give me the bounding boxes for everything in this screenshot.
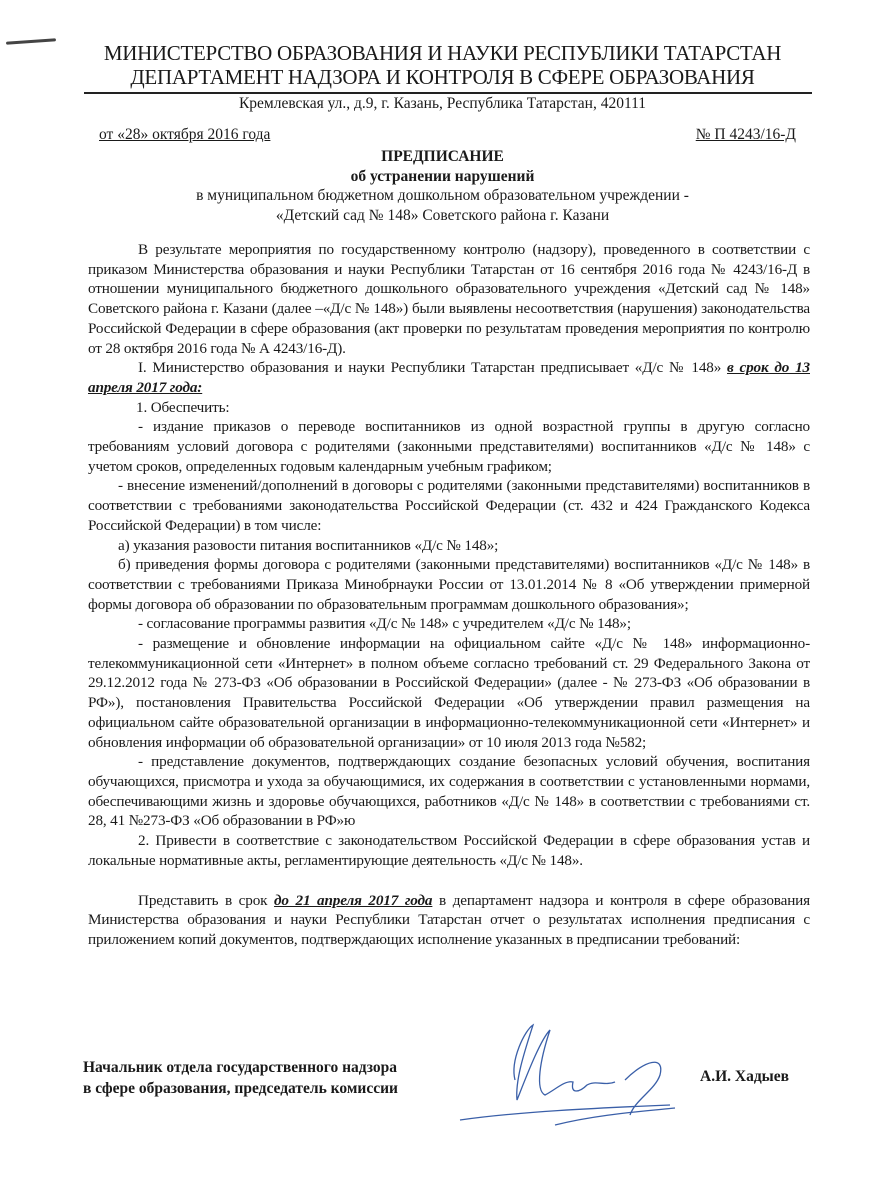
document-number: № П 4243/16-Д [695, 126, 796, 143]
title-line2: «Детский сад № 148» Советского района г. Казани [275, 206, 610, 224]
handwritten-signature [455, 1020, 695, 1130]
address: Кремлевская ул., д.9, г. Казань, Республика Татарстан, 420111 [238, 95, 647, 112]
paragraph-item2: 2. Привести в соответствие с законодательством Российской Федерации в сфере образования устав и локальные нормативные акты, регламентирующие деятельность «Д/с № 148». [88, 832, 810, 869]
signatory-position [83, 1057, 398, 1099]
paragraph-b: б) приведения формы договора с родителями (законными представителями) воспитанников «Д/с № 148» в соответствии с требованиями Приказа Минобрнауки России от 13.01.2014 № 8 «Об утверждении примерной формы договора об образовании по образовательным программам дошкольного образования»; [88, 556, 810, 613]
paragraph-contracts: - внесение изменений/дополнений в договоры с родителями (законными представителями) воспитанников в соответствии с требованиями законодательства Российской Федерации (ст. 432 и 424 Гражданского Кодекса Российской Федерации) в том числе: [88, 477, 810, 534]
title-sub: об устранении нарушений [350, 167, 535, 185]
report-text-b: в департамент надзора и контроля в сфере образования Министерства образования и науки Республики Татарстан отчет о результатах исполнения предписания с приложением копий документов, подтверждающих исполнение указанных в предписании требований: [88, 891, 810, 948]
report-text-a: Представить в срок [138, 891, 275, 909]
deadline-2: до 21 апреля 2017 года [274, 891, 433, 909]
paragraph-program: - согласование программы развития «Д/с № 148» с учредителем «Д/с № 148»; [138, 615, 631, 633]
order-text: I. Министерство образования и науки Республики Татарстан предписывает «Д/с № 148» [138, 359, 728, 377]
scan-mark [6, 38, 56, 44]
paragraph-a: а) указания разовости питания воспитанников «Д/с № 148»; [118, 536, 499, 554]
title-line1: в муниципальном бюджетном дошкольном образовательном учреждении - [196, 187, 689, 204]
position-line2: в сфере образования, председатель комиссии [83, 1080, 398, 1097]
ministry-name: МИНИСТЕРСТВО ОБРАЗОВАНИЯ И НАУКИ РЕСПУБЛИКИ ТАТАРСТАН [103, 41, 782, 65]
paragraph-order [88, 358, 810, 397]
paragraph-website: - размещение и обновление информации на официальном сайте «Д/с № 148» информационно-телекоммуникационной сети «Интернет» в полном объеме согласно требований ст. 29 Федерального Закона от 29.12.2012 года № 273-ФЗ «Об образовании в Российской Федерации» (далее - № 273-ФЗ «Об образовании в РФ»), постановления Правительства Российской Федерации «Об утверждении правил размещения на официальном сайте образовательной организации в информационно-телекоммуникационной сети «Интернет» и обновления информации об образовательной организации» от 10 июля 2013 года №582; [88, 635, 810, 751]
document-body [88, 240, 810, 950]
document-date: от «28» октября 2016 года [99, 126, 271, 143]
document-title [80, 147, 805, 225]
deadline-1: в срок до 13 апреля 2017 года: [88, 359, 810, 396]
paragraph-report [88, 891, 810, 950]
paragraph-orders: - издание приказов о переводе воспитанников из одной возрастной группы в другую согласно требованиям условий договора с родителями (законными представителями) воспитанников «Д/с № 148» с учетом сроков, определенных годовым календарным учебным графиком; [88, 418, 810, 475]
paragraph-intro: В результате мероприятия по государственному контролю (надзору), проведенного в соответствии с приказом Министерства образования и науки Республики Татарстан от 16 сентября 2016 года № 4243/16-Д в отношении муниципального бюджетного дошкольного образовательного учреждения «Детский сад № 148» Советского района г. Казани (далее –«Д/с № 148») были выявлены несоответствия (нарушения) законодательства Российской Федерации в сфере образования (акт проверки по результатам проведения мероприятия по контролю от 28 октября 2016 года № А 4243/16-Д). [88, 241, 810, 357]
paragraph-documents: - представление документов, подтверждающих создание безопасных условий обучения, воспитания обучающихся, присмотра и ухода за обучающимися, их содержания в соответствии с установленными нормами, обеспечивающими жизнь и здоровье обучающихся, работников «Д/с № 148» в соответствии с требованиями ст. 28, 41 №273-ФЗ «Об образовании в РФ»ю [88, 753, 810, 830]
title-main: ПРЕДПИСАНИЕ [381, 148, 504, 165]
signatory-name: А.И. Хадыев [700, 1068, 790, 1085]
position-line1: Начальник отдела государственного надзора [83, 1059, 398, 1076]
department-name: ДЕПАРТАМЕНТ НАДЗОРА И КОНТРОЛЯ В СФЕРЕ ОБРАЗОВАНИЯ [130, 65, 755, 89]
paragraph-item1: 1. Обеспечить: [136, 398, 230, 416]
